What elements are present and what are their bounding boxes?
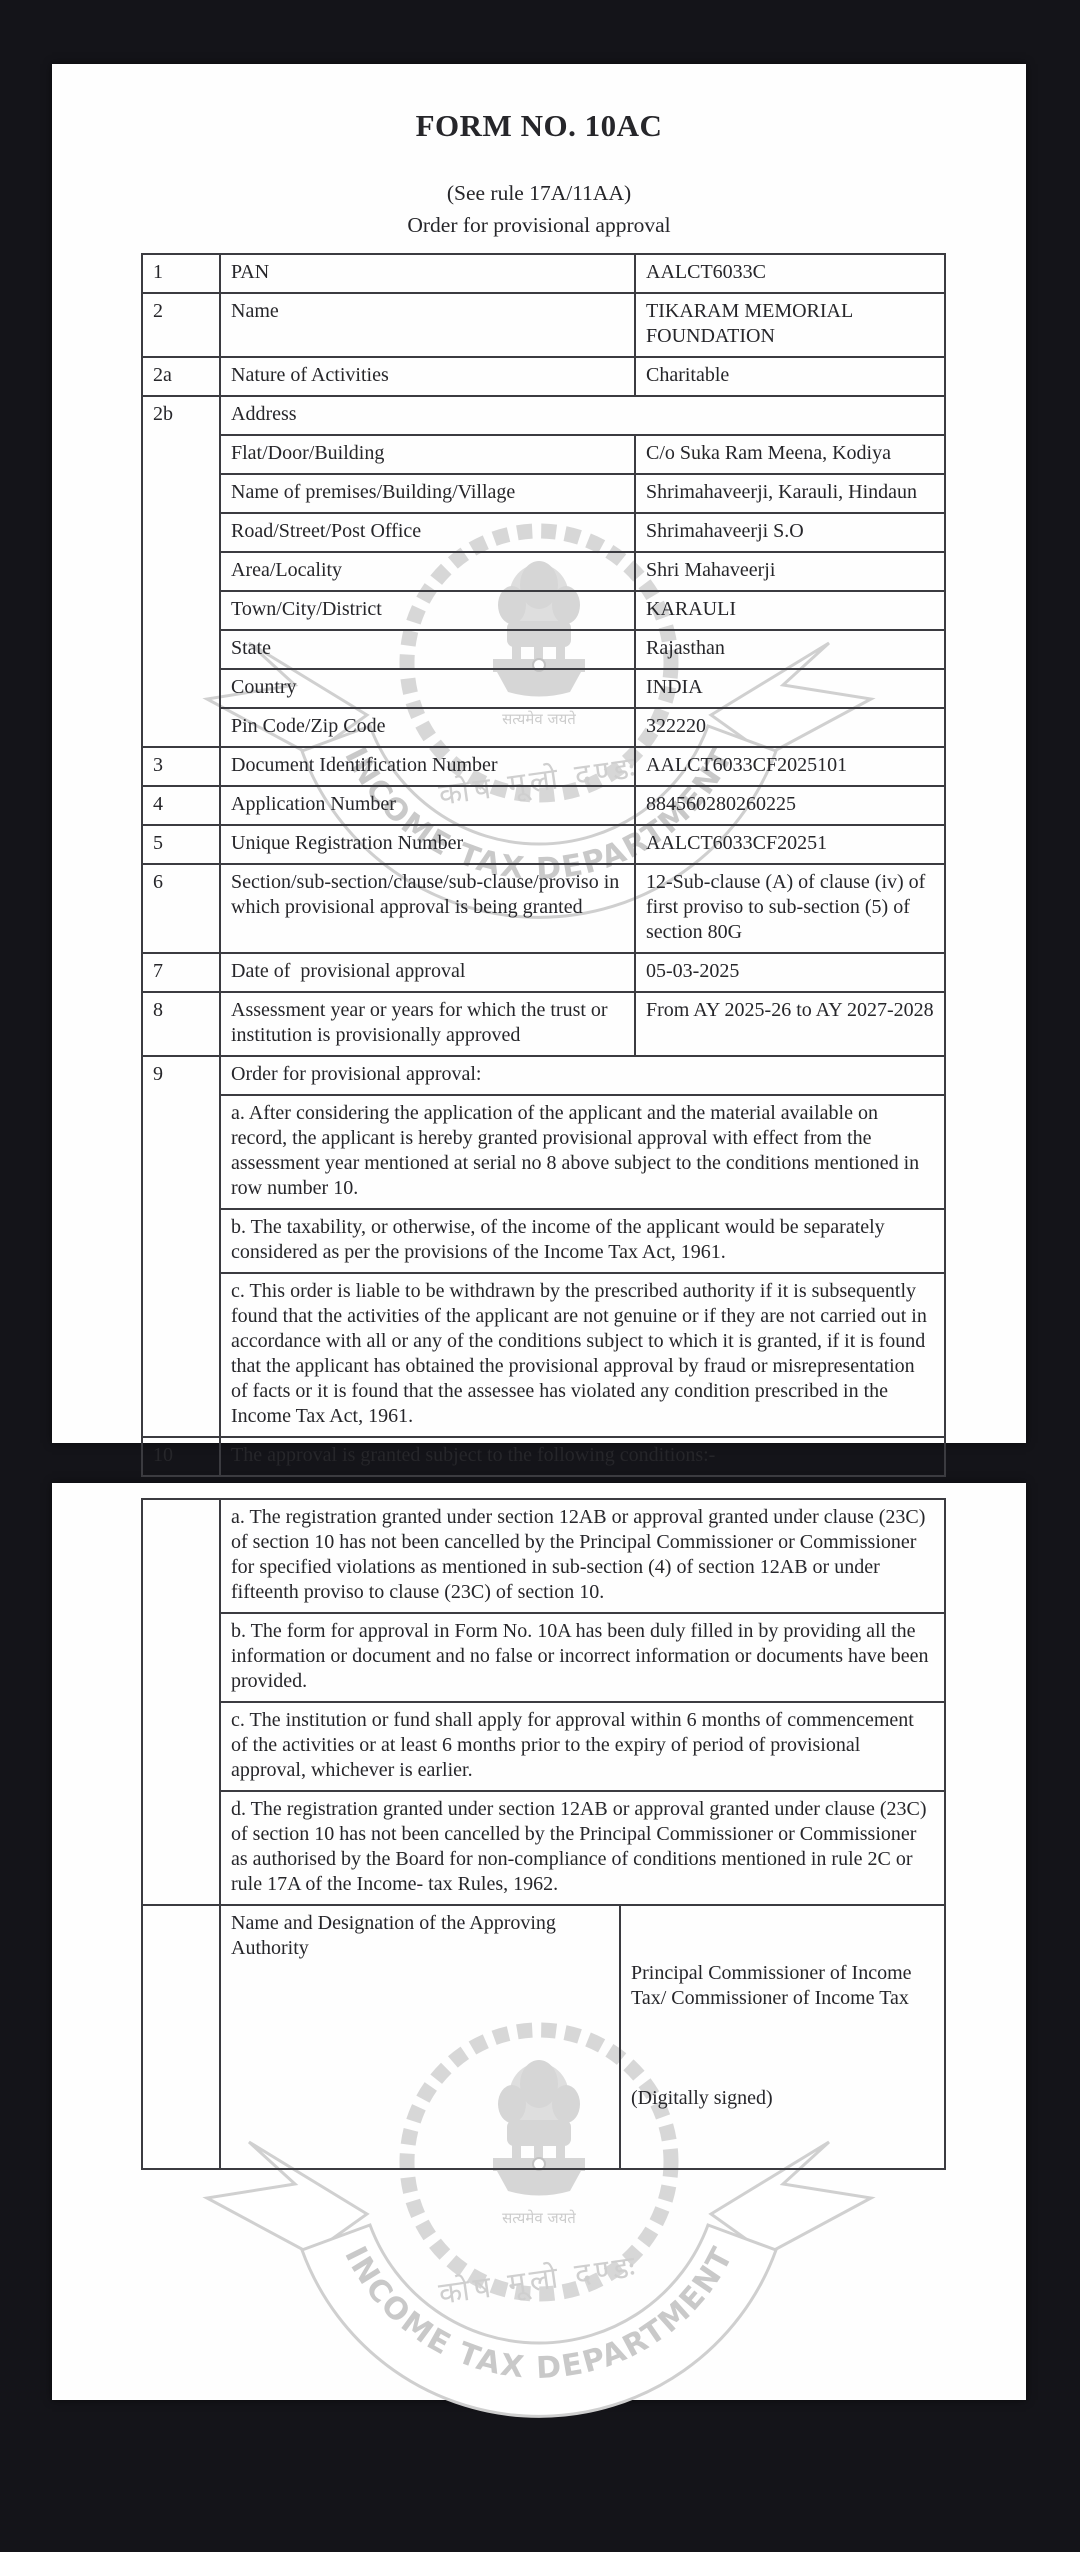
table-row xyxy=(142,1613,945,1702)
row-number: 10 xyxy=(142,1437,220,1476)
field-value: 12-Sub-clause (A) of clause (iv) of first proviso to sub-section (5) of section 80G xyxy=(635,864,945,953)
conditions-table-page2 xyxy=(141,1498,946,2170)
table-row xyxy=(142,864,945,953)
field-value: Charitable xyxy=(635,357,945,396)
approving-authority-value xyxy=(620,1905,945,2169)
order-subtitle: Order for provisional approval xyxy=(407,213,671,237)
table-row xyxy=(142,396,945,435)
condition-paragraph-b: b. The form for approval in Form No. 10A has been duly filled in by providing all the information or document and no false or incorrect information or documents have been provided. xyxy=(220,1613,945,1702)
table-row xyxy=(142,708,945,747)
field-value: Shrimahaveerji, Karauli, Hindaun xyxy=(635,474,945,513)
field-value: INDIA xyxy=(635,669,945,708)
table-row xyxy=(142,552,945,591)
field-value: TIKARAM MEMORIAL FOUNDATION xyxy=(635,293,945,357)
field-label: Unique Registration Number xyxy=(220,825,635,864)
field-label: Nature of Activities xyxy=(220,357,635,396)
order-paragraph-c: c. This order is liable to be withdrawn by the prescribed authority if it is subsequently found that the activities of the applicant are not genuine or if they are not carried out in accordance with all or any of the conditions subject to which it is granted, if it is found that the applicant has obtained the provisional approval by fraud or misrepresentation of facts or it is found that the assessee has violated any condition prescribed in the Income Tax Act, 1961. xyxy=(220,1273,945,1437)
field-value: AALCT6033CF2025101 xyxy=(635,747,945,786)
document-page-1 xyxy=(52,64,1026,1466)
table-row xyxy=(142,1702,945,1791)
row-number: 4 xyxy=(142,786,220,825)
table-row xyxy=(142,1791,945,1905)
condition-paragraph-d: d. The registration granted under section 12AB or approval granted under clause (23C) of section 10 has not been cancelled by the Principal Commissioner or Commissioner as authorised by the Board for non-compliance of conditions mentioned in rule 2C or rule 17A of the Income- tax Rules, 1962. xyxy=(220,1791,945,1905)
field-value: 884560280260225 xyxy=(635,786,945,825)
field-label: Town/City/District xyxy=(220,591,635,630)
field-label: Name of premises/Building/Village xyxy=(220,474,635,513)
row-number: 3 xyxy=(142,747,220,786)
rule-reference: (See rule 17A/11AA) xyxy=(446,181,632,205)
order-paragraph-b: b. The taxability, or otherwise, of the income of the applicant would be separately considered as per the provisions of the Income Tax Act, 1961. xyxy=(220,1209,945,1273)
field-value: Rajasthan xyxy=(635,630,945,669)
field-label: Document Identification Number xyxy=(220,747,635,786)
table-row xyxy=(142,1056,945,1095)
row-number: 2b xyxy=(142,396,220,747)
table-row xyxy=(142,630,945,669)
table-row xyxy=(142,1273,945,1437)
field-label: Section/sub-section/clause/sub-clause/proviso in which provisional approval is being granted xyxy=(220,864,635,953)
field-label: Road/Street/Post Office xyxy=(220,513,635,552)
field-value: Shrimahaveerji S.O xyxy=(635,513,945,552)
table-row xyxy=(142,1905,945,2169)
field-label: Assessment year or years for which the trust or institution is provisionally approved xyxy=(220,992,635,1056)
row-number: 1 xyxy=(142,254,220,293)
table-row xyxy=(142,513,945,552)
table-row xyxy=(142,591,945,630)
field-value: From AY 2025-26 to AY 2027-2028 xyxy=(635,992,945,1056)
table-row xyxy=(142,953,945,992)
field-value: AALCT6033CF20251 xyxy=(635,825,945,864)
document-page-2 xyxy=(52,1483,1026,2400)
table-row xyxy=(142,992,945,1056)
table-row xyxy=(142,474,945,513)
digitally-signed-note: (Digitally signed) xyxy=(631,2087,773,2109)
row-number: 8 xyxy=(142,992,220,1056)
field-value: Shri Mahaveerji xyxy=(635,552,945,591)
row-number: 9 xyxy=(142,1056,220,1437)
field-label: Area/Locality xyxy=(220,552,635,591)
field-label: Pin Code/Zip Code xyxy=(220,708,635,747)
table-row xyxy=(142,786,945,825)
field-value: 05-03-2025 xyxy=(635,953,945,992)
approving-authority-label: Name and Designation of the Approving Authority xyxy=(220,1905,620,2169)
order-section-header: Order for provisional approval: xyxy=(220,1056,945,1095)
table-row xyxy=(142,254,945,293)
table-row xyxy=(142,435,945,474)
form-title: FORM NO. 10AC xyxy=(415,108,663,143)
field-label: PAN xyxy=(220,254,635,293)
row-number: 7 xyxy=(142,953,220,992)
table-row xyxy=(142,293,945,357)
table-row xyxy=(142,1095,945,1209)
field-value: AALCT6033C xyxy=(635,254,945,293)
table-row xyxy=(142,747,945,786)
condition-paragraph-c: c. The institution or fund shall apply for approval within 6 months of commencement of the activities or at least 6 months prior to the expiry of period of provisional approval, whichever is earlier. xyxy=(220,1702,945,1791)
field-value: C/o Suka Ram Meena, Kodiya xyxy=(635,435,945,474)
field-label: Name xyxy=(220,293,635,357)
field-value: 322220 xyxy=(635,708,945,747)
table-row xyxy=(142,1499,945,1613)
field-label: Country xyxy=(220,669,635,708)
form-table-page1 xyxy=(141,253,946,1477)
row-number: 2a xyxy=(142,357,220,396)
conditions-section-header: The approval is granted subject to the following conditions:- xyxy=(220,1437,945,1476)
empty-number-cell xyxy=(142,1905,220,2169)
field-value: KARAULI xyxy=(635,591,945,630)
authority-designation: Principal Commissioner of Income Tax/ Commissioner of Income Tax xyxy=(631,1962,917,2009)
table-row xyxy=(142,1437,945,1476)
condition-paragraph-a: a. The registration granted under section 12AB or approval granted under clause (23C) of section 10 has not been cancelled by the Principal Commissioner or Commissioner for specified violations as mentioned in sub-section (4) of section 12AB or under fifteenth proviso to clause (23C) of section 10. xyxy=(220,1499,945,1613)
address-section-header: Address xyxy=(220,396,945,435)
row-number: 6 xyxy=(142,864,220,953)
field-label: Date of provisional approval xyxy=(220,953,635,992)
table-row xyxy=(142,357,945,396)
row-number: 2 xyxy=(142,293,220,357)
field-label: State xyxy=(220,630,635,669)
table-row xyxy=(142,825,945,864)
order-paragraph-a: a. After considering the application of the applicant and the material available on record, the applicant is hereby granted provisional approval with effect from the assessment year mentioned at serial no 8 above subject to the conditions mentioned in row number 10. xyxy=(220,1095,945,1209)
row-number: 5 xyxy=(142,825,220,864)
field-label: Flat/Door/Building xyxy=(220,435,635,474)
field-label: Application Number xyxy=(220,786,635,825)
table-row xyxy=(142,1209,945,1273)
empty-number-cell xyxy=(142,1499,220,1905)
table-row xyxy=(142,669,945,708)
